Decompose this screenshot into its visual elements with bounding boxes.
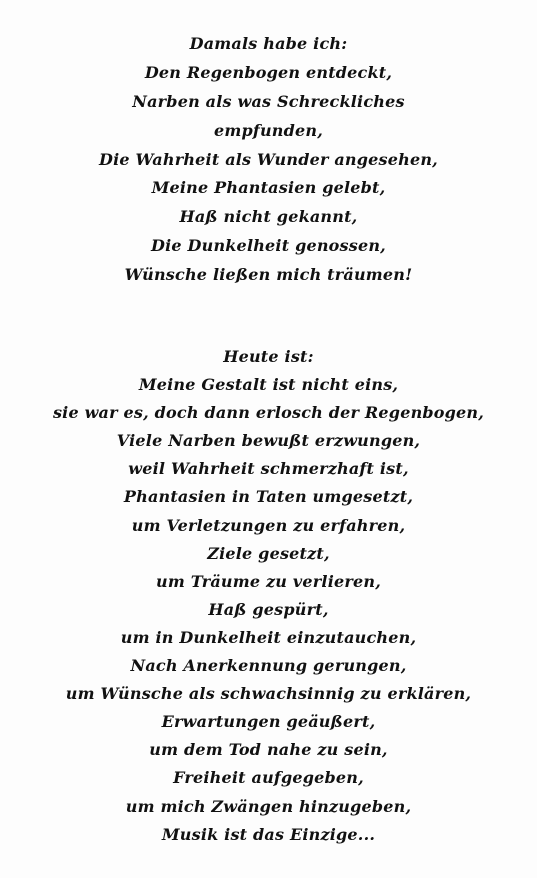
poem-line: sie war es, doch dann erlosch der Regenbogen, (52, 403, 485, 423)
poem-line: Viele Narben bewußt erzwungen, (116, 431, 421, 451)
poem-line: Den Regenbogen entdeckt, (144, 62, 393, 82)
poem-line: weil Wahrheit schmerzhaft ist, (128, 459, 409, 479)
poem-line: Meine Gestalt ist nicht eins, (138, 375, 399, 395)
poem-line: um dem Tod nahe zu sein, (149, 740, 388, 760)
poem-line: Erwartungen geäußert, (161, 712, 376, 732)
poem-line: Narben als was Schreckliches (132, 91, 405, 111)
poem-line: um Verletzungen zu erfahren, (131, 515, 406, 535)
poem-line: Heute ist: (223, 347, 314, 366)
poem-line: Nach Anerkennung gerungen, (130, 656, 407, 676)
poem-line: Die Wahrheit als Wunder angesehen, (99, 149, 438, 169)
poem-line: Freiheit aufgegeben, (173, 768, 364, 788)
poem-line: Damals habe ich: (189, 34, 348, 53)
poem-line: Haß gespürt, (208, 599, 329, 619)
poem-line: Meine Phantasien gelebt, (151, 178, 386, 198)
poem-line: Die Dunkelheit genossen, (151, 236, 386, 256)
poem-line: Ziele gesetzt, (207, 543, 330, 563)
poem-line: um Wünsche als schwachsinnig zu erklären, (65, 684, 472, 704)
poem-line: um Träume zu verlieren, (156, 571, 381, 591)
poem-line: Phantasien in Taten umgesetzt, (123, 487, 414, 507)
poem-line: Haß nicht gekannt, (179, 207, 358, 227)
poem-line: um in Dunkelheit einzutauchen, (120, 627, 417, 647)
stanza-present (0, 343, 537, 849)
poem-line: Musik ist das Einzige... (161, 824, 376, 844)
poem-line: Wünsche ließen mich träumen! (124, 265, 413, 285)
poem-line: empfunden, (213, 120, 323, 140)
poem-line: um mich Zwängen hinzugeben, (125, 796, 412, 816)
stanza-past (0, 30, 537, 290)
